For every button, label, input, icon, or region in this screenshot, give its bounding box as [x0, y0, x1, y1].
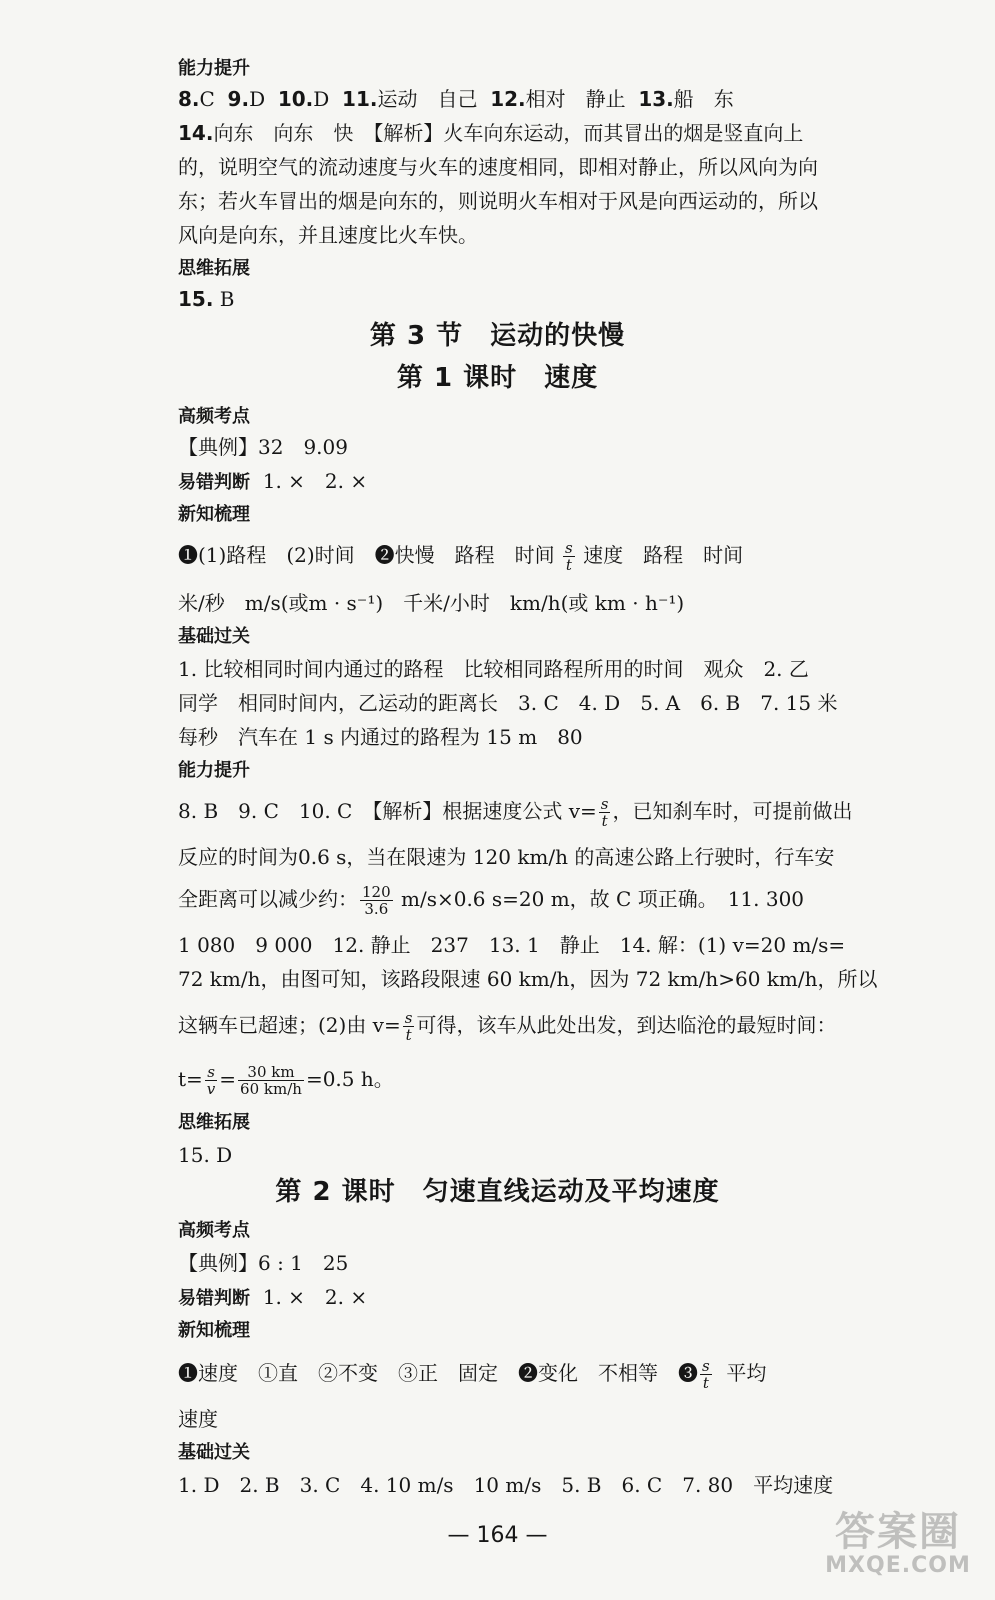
nengli-line3: 全距离可以减少约： $\frac{120}{3.6}$ m/s×0.6 s=20 m，故 C 项正确。 11. 300	[178, 883, 805, 918]
answer-14-line3: 东；若火车冒出的烟是向东的，则说明火车相对于风是向西运动的，所以	[178, 189, 818, 213]
heading-nengli-tisheng-2: 能力提升	[178, 760, 250, 781]
answers-8-13: 8.C 9.D 10.D 11.运动 自己 12.相对 静止 13.船 东	[178, 87, 734, 111]
fraction-30km-over-60kmh: $\frac{30 km}{60 km/h}$	[240, 1063, 302, 1098]
siwei-answer: 15. D	[178, 1143, 233, 1167]
answer-14-line1: 14.向东 向东 快 【解析】火车向东运动，而其冒出的烟是竖直向上	[178, 121, 804, 145]
section-title: 第 3 节 运动的快慢	[369, 321, 626, 351]
heading-yicuo-panduan-2: 易错判断	[178, 1288, 250, 1309]
heading-jichu-guoguan-2: 基础过关	[178, 1442, 250, 1463]
nengli-line7: t= $\frac{s}{v}$ = $\frac{30 km}{60 km/h}$ =0.5 h。	[178, 1063, 394, 1098]
dianli-answer: 【典例】32 9.09	[178, 435, 348, 459]
jichu-line1: 1. 比较相同时间内通过的路程 比较相同路程所用的时间 观众 2. 乙	[178, 657, 809, 681]
heading-nengli-tisheng: 能力提升	[178, 58, 250, 79]
fraction-s-over-t: $\frac{s}{t}$	[565, 539, 573, 574]
nengli-line4: 1 080 9 000 12. 静止 237 13. 1 静止 14. 解：(1) v=20 m/s=	[178, 933, 846, 957]
xinzhi-line1: ❶(1)路程 (2)时间 ❷快慢 路程 时间 $\frac{s}{t}$ 速度 路程 时间	[178, 539, 744, 574]
lesson-2-title: 第 2 课时 匀速直线运动及平均速度	[275, 1177, 720, 1207]
fraction-s-over-t-4: $\frac{s}{t}$	[702, 1357, 710, 1392]
heading-xinzhi-shuli-2: 新知梳理	[178, 1320, 250, 1341]
heading-siwei-tuozhan: 思维拓展	[178, 258, 250, 279]
jichu-line2: 同学 相同时间内，乙运动的距离长 3. C 4. D 5. A 6. B 7. 15 米	[178, 691, 838, 715]
lesson-1-title: 第 1 课时 速度	[396, 363, 599, 393]
xinzhi-line2: 米/秒 m/s(或m · s⁻¹) 千米/小时 km/h(或 km · h⁻¹)	[178, 591, 685, 615]
fraction-s-over-t-3: $\frac{s}{t}$	[404, 1009, 413, 1044]
heading-xinzhi-shuli: 新知梳理	[178, 504, 250, 525]
watermark-logo: 答案圈 MXQE.COM	[825, 1509, 971, 1578]
heading-gaopin-kaodian-2: 高频考点	[178, 1220, 250, 1241]
xinzhi2-line1: ❶速度 ①直 ②不变 ③正 固定 ❷变化 不相等 ❸ $\frac{s}{t}$ 平均	[178, 1357, 767, 1392]
fraction-s-over-v: $\frac{s}{v}$	[206, 1063, 216, 1098]
yicuo-line: 易错判断 1. × 2. ×	[178, 469, 368, 493]
page-number: — 164 —	[447, 1523, 548, 1548]
fraction-s-over-t-2: $\frac{s}{t}$	[600, 795, 609, 830]
nengli-line1: 8. B 9. C 10. C 【解析】根据速度公式 v= $\frac{s}{t}$ ，已知刹车时，可提前做出	[178, 795, 853, 830]
heading-gaopin-kaodian: 高频考点	[178, 406, 250, 427]
heading-siwei-tuozhan-2: 思维拓展	[178, 1112, 250, 1133]
nengli-line6: 这辆车已超速；(2)由 v= $\frac{s}{t}$ 可得，该车从此处出发，到达临沧的最短时间：	[178, 1009, 837, 1044]
nengli-line5: 72 km/h，由图可知，该路段限速 60 km/h，因为 72 km/h>60 km/h，所以	[178, 967, 878, 991]
dianli-answer-2: 【典例】6 : 1 25	[178, 1251, 349, 1275]
xinzhi2-line2: 速度	[178, 1407, 218, 1431]
jichu2-line1: 1. D 2. B 3. C 4. 10 m/s 10 m/s 5. B 6. C 7. 80 平均速度	[178, 1473, 834, 1497]
yicuo-line-2: 易错判断 1. × 2. ×	[178, 1285, 368, 1309]
answer-14-line4: 风向是向东，并且速度比火车快。	[178, 223, 478, 247]
fraction-120-over-3-6: $\frac{120}{3.6}$	[362, 883, 391, 918]
answer-15: 15. B	[178, 287, 235, 311]
nengli-line2: 反应的时间为0.6 s，当在限速为 120 km/h 的高速公路上行驶时，行车安	[178, 845, 835, 869]
heading-yicuo-panduan: 易错判断	[178, 472, 250, 493]
answer-14-line2: 的，说明空气的流动速度与火车的速度相同，即相对静止，所以风向为向	[178, 155, 818, 179]
heading-jichu-guoguan: 基础过关	[178, 626, 250, 647]
jichu-line3: 每秒 汽车在 1 s 内通过的路程为 15 m 80	[178, 725, 583, 749]
